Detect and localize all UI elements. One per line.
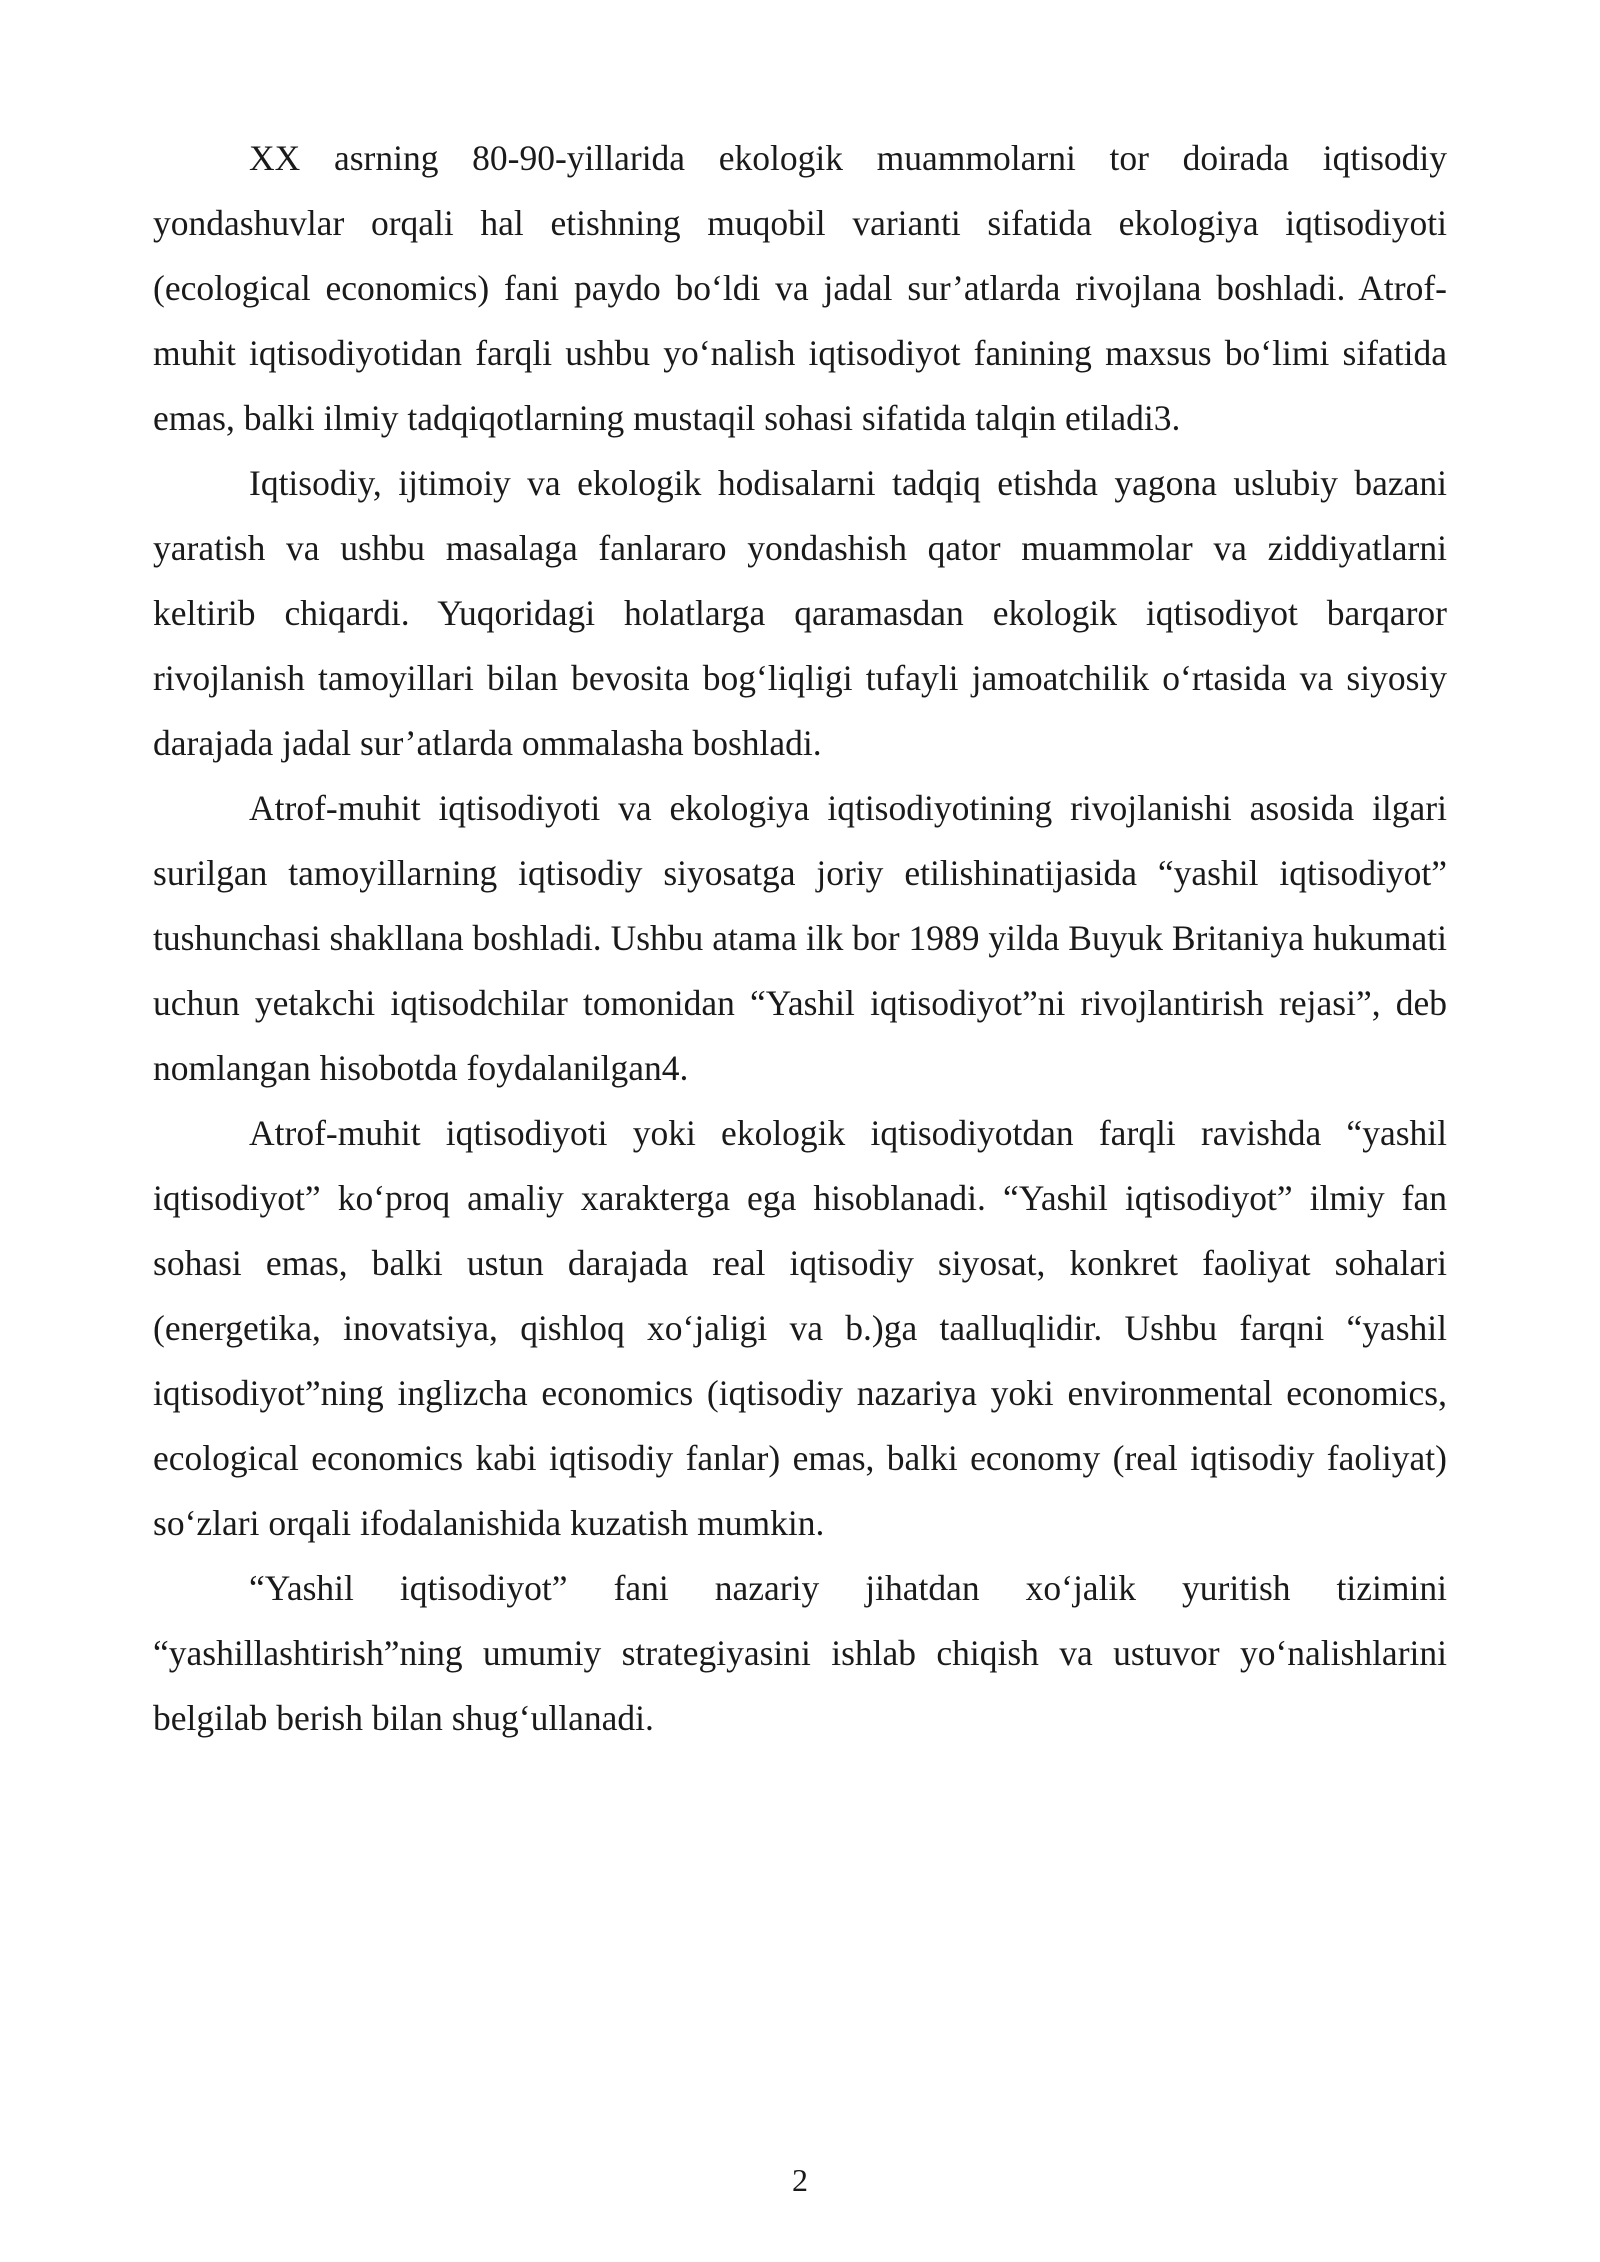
paragraph: “Yashil iqtisodiyot” fani nazariy jihatdan xo‘jalik yuritish tizimini “yashillashtirish”ning umumiy strategiyasini ishlab chiqish va ustuvor yo‘nalishlarini belgilab berish bilan shug‘ullanadi.	[153, 1568, 1447, 1738]
paragraph: XX asrning 80-90-yillarida ekologik muammolarni tor doirada iqtisodiy yondashuvlar orqali hal etishning muqobil varianti sifatida ekologiya iqtisodiyoti (ecological economics) fani paydo bo‘ldi va jadal sur’atlarda rivojlana boshladi. Atrof-muhit iqtisodiyotidan farqli ushbu yo‘nalish iqtisodiyot fanining maxsus bo‘limi sifatida emas, balki ilmiy tadqiqotlarning mustaqil sohasi sifatida talqin etiladi3.	[153, 138, 1447, 438]
page-number: 2	[792, 2162, 808, 2198]
paragraph: Atrof-muhit iqtisodiyoti va ekologiya iqtisodiyotining rivojlanishi asosida ilgari surilgan tamoyillarning iqtisodiy siyosatga joriy etilishinatijasida “yashil iqtisodiyot” tushunchasi shakllana boshladi. Ushbu atama ilk bor 1989 yilda Buyuk Britaniya hukumati uchun yetakchi iqtisodchilar tomonidan “Yashil iqtisodiyot”ni rivojlantirish rejasi”, deb nomlangan hisobotda foydalanilgan4.	[153, 788, 1447, 1088]
paragraph: Atrof-muhit iqtisodiyoti yoki ekologik iqtisodiyotdan farqli ravishda “yashil iqtisodiyot” ko‘proq amaliy xarakterga ega hisoblanadi. “Yashil iqtisodiyot” ilmiy fan sohasi emas, balki ustun darajada real iqtisodiy siyosat, konkret faoliyat sohalari (energetika, inovatsiya, qishloq xo‘jaligi va b.)ga taalluqlidir. Ushbu farqni “yashil iqtisodiyot”ning inglizcha economics (iqtisodiy nazariya yoki environmental economics, ecological economics kabi iqtisodiy fanlar) emas, balki economy (real iqtisodiy faoliyat) so‘zlari orqali ifodalanishida kuzatish mumkin.	[153, 1113, 1447, 1543]
paragraph: Iqtisodiy, ijtimoiy va ekologik hodisalarni tadqiq etishda yagona uslubiy bazani yaratish va ushbu masalaga fanlararo yondashish qator muammolar va ziddiyatlarni keltirib chiqardi. Yuqoridagi holatlarga qaramasdan ekologik iqtisodiyot barqaror rivojlanish tamoyillari bilan bevosita bog‘liqligi tufayli jamoatchilik o‘rtasida va siyosiy darajada jadal sur’atlarda ommalasha boshladi.	[153, 463, 1447, 763]
document-body	[153, 126, 1447, 1751]
